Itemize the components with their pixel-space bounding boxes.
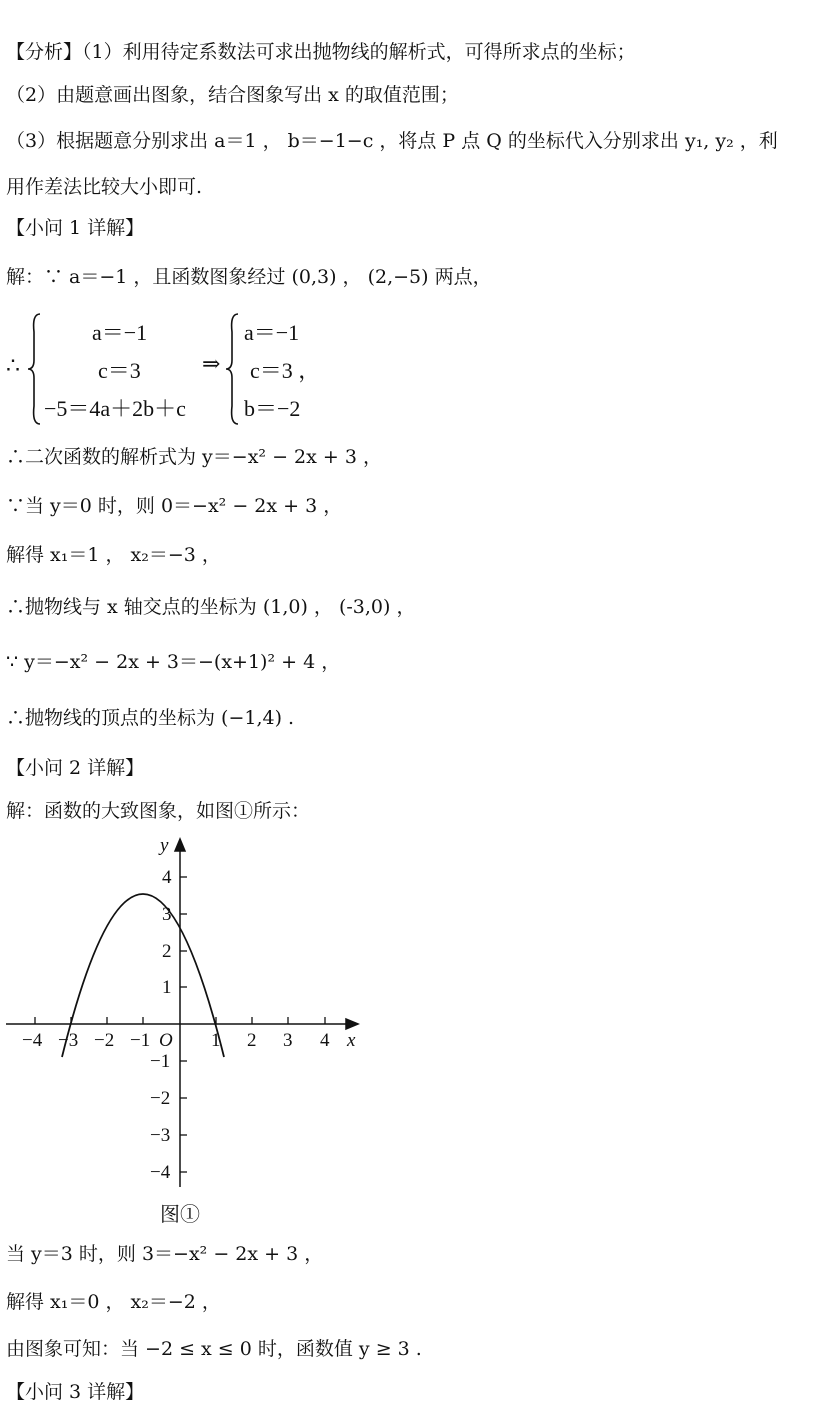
x-tick-neg3: −3 xyxy=(58,1030,79,1051)
part2-intro: 解：函数的大致图象，如图①所示： xyxy=(6,800,311,822)
figure-caption: 图① xyxy=(160,1202,200,1226)
equation-system xyxy=(6,308,426,430)
y-axis-label: y xyxy=(160,835,169,856)
part1-roots-setup: ∵当 y＝0 时，则 0＝−x² − 2x + 3 ， xyxy=(6,495,343,517)
part2-when-y3: 当 y＝3 时，则 3＝−x² − 2x + 3 ， xyxy=(6,1243,324,1265)
part2-roots: 解得 x₁＝0 ， x₂＝−2 ， xyxy=(6,1291,221,1313)
x-tick-neg1: −1 xyxy=(130,1030,151,1051)
y-tick-4: 4 xyxy=(162,867,172,888)
x-axis-arrow xyxy=(346,1019,358,1029)
part3-heading: 【小问 3 详解】 xyxy=(6,1381,145,1403)
y-tick-neg4: −4 xyxy=(150,1162,171,1183)
system-left-row-3: −5＝4a＋2b＋c xyxy=(44,396,186,421)
x-tick-2: 2 xyxy=(247,1030,257,1051)
x-tick-neg2: −2 xyxy=(94,1030,115,1051)
part1-equation: ∴二次函数的解析式为 y＝−x² − 2x + 3 ， xyxy=(6,446,382,468)
part1-heading: 【小问 1 详解】 xyxy=(6,217,145,239)
parabola-graph xyxy=(0,825,380,1235)
analysis-line-2: （2）由题意画出图象，结合图象写出 x 的取值范围； xyxy=(6,84,459,106)
analysis-line-1: 【分析】（1）利用待定系数法可求出抛物线的解析式，可得所求点的坐标； xyxy=(6,41,636,63)
system-left-row-2: c＝3 xyxy=(98,358,141,383)
part1-vertex: ∴抛物线的顶点的坐标为 (−1,4) . xyxy=(6,707,295,729)
system-right-row-1: a＝−1 xyxy=(244,320,300,345)
y-tick-2: 2 xyxy=(162,941,172,962)
implies-arrow: ⇒ xyxy=(202,352,221,377)
analysis-line-4: 用作差法比较大小即可. xyxy=(6,176,203,198)
right-brace xyxy=(226,312,240,426)
part1-roots: 解得 x₁＝1 ， x₂＝−3 ， xyxy=(6,544,221,566)
y-tick-neg1: −1 xyxy=(150,1051,171,1072)
x-tick-3: 3 xyxy=(283,1030,293,1051)
y-tick-neg3: −3 xyxy=(150,1125,171,1146)
therefore-symbol: ∴ xyxy=(6,354,20,379)
left-brace xyxy=(28,312,42,426)
part1-given: 解：∵ a＝−1 ，且函数图象经过 (0,3) ， (2,−5) 两点， xyxy=(6,266,492,288)
system-left-row-1: a＝−1 xyxy=(92,320,148,345)
system-right-row-2: c＝3 ， xyxy=(250,358,321,383)
y-tick-1: 1 xyxy=(162,977,172,998)
x-tick-1: 1 xyxy=(211,1030,221,1051)
x-axis-label: x xyxy=(347,1030,356,1051)
part1-x-intercepts: ∴抛物线与 x 轴交点的坐标为 (1,0) ， (-3,0) ， xyxy=(6,596,416,618)
system-right-row-3: b＝−2 xyxy=(244,396,301,421)
y-tick-neg2: −2 xyxy=(150,1088,171,1109)
part1-vertex-form: ∵ y＝−x² − 2x + 3＝−(x+1)² + 4 ， xyxy=(6,651,341,673)
part2-heading: 【小问 2 详解】 xyxy=(6,757,145,779)
origin-label: O xyxy=(159,1030,173,1051)
part2-conclusion: 由图象可知：当 −2 ≤ x ≤ 0 时，函数值 y ≥ 3 . xyxy=(6,1338,422,1360)
y-axis-arrow xyxy=(175,839,185,851)
x-tick-neg4: −4 xyxy=(22,1030,43,1051)
y-tick-3: 3 xyxy=(162,904,172,925)
x-tick-4: 4 xyxy=(320,1030,330,1051)
analysis-line-3: （3）根据题意分别求出 a＝1 ， b＝−1−c ，将点 P 点 Q 的坐标代入分别求出 y₁, y₂ ，利 xyxy=(6,130,778,152)
